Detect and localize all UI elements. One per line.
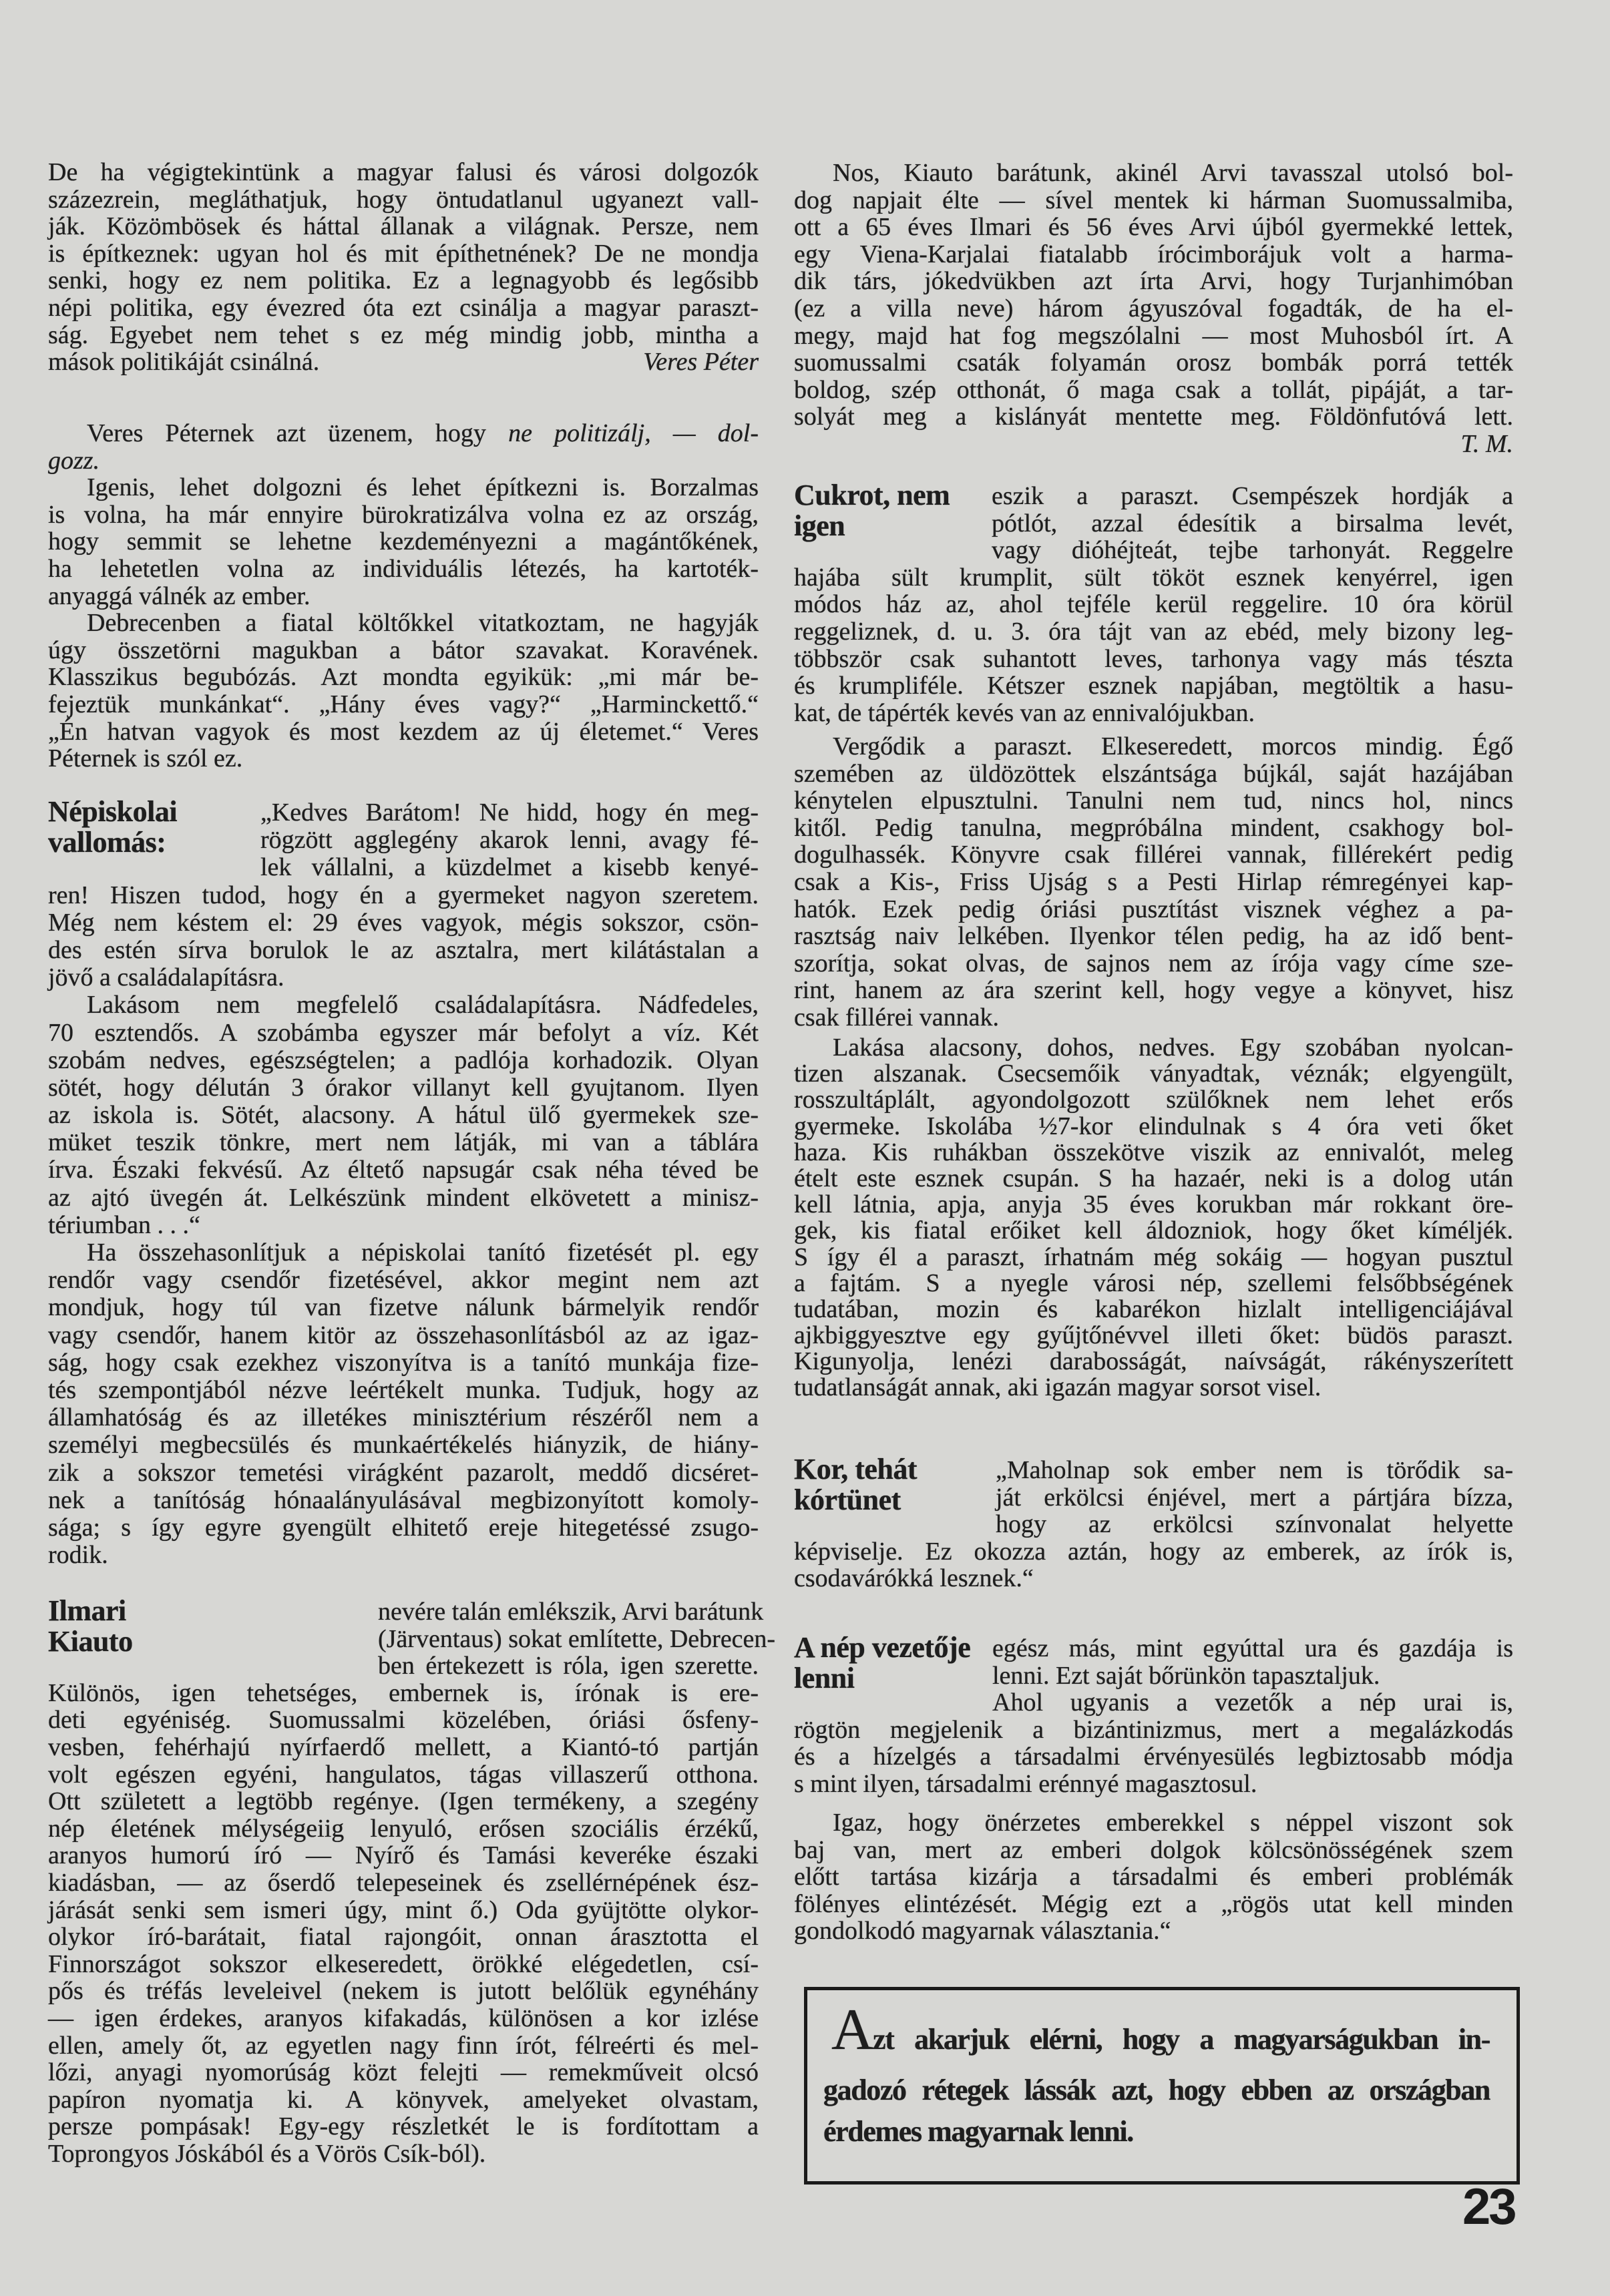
- text-line: hogy semmit se lehetne kezdeményezni a magántőkének,: [48, 527, 759, 556]
- italic-text: ne politizálj, — dol-: [508, 419, 759, 447]
- text-line: rögtön megjelenik a bizántinizmus, mert a megalázkodás: [794, 1715, 1513, 1744]
- article-vergodik: [794, 733, 1513, 1031]
- side-heading: [794, 1454, 917, 1516]
- text-line: lenni. Ezt saját bőrünkön tapasztaljuk.: [992, 1661, 1380, 1690]
- side-heading: [48, 796, 177, 858]
- text-line: Péternek is szól ez.: [48, 744, 243, 773]
- text-line: Még nem késtem el: 29 éves vagyok, mégis sokszor, csön-: [48, 908, 759, 937]
- text-line: sötét, hogy délután 3 órakor villanyt kell gyujtanom. Ilyen: [48, 1073, 759, 1102]
- side-heading-line: A nép vezetője: [794, 1631, 971, 1664]
- text-line: ják. Közömbösek és háttal állanak a világnak. Persze, nem: [48, 212, 759, 241]
- text-line: Toprongyos Jóskából és a Vörös Csík-ból).: [48, 2139, 486, 2168]
- text-line: gyermeke. Iskolába ½7-kor elindulnak s 4 óra veti őket: [794, 1112, 1513, 1140]
- side-heading-line: Kiauto: [48, 1625, 133, 1658]
- side-heading-line: Cukrot, nem: [794, 479, 950, 511]
- text-line: S így él a paraszt, írhatnám még sokáig — hogyan pusztul: [794, 1242, 1513, 1271]
- text-line: kitől. Pedig tanulna, megpróbálna mindent, csakhogy bol-: [794, 813, 1513, 842]
- text-line: 70 esztendős. A szobámba egyszer már befolyt a víz. Két: [48, 1018, 759, 1047]
- text-line: fölényes elintézését. Mégig ezt a „rögös utat kell minden: [794, 1889, 1513, 1918]
- page-number: 23: [1462, 2178, 1515, 2235]
- text-line: vagy csendőr, hanem kitör az összehasonlításból az az igaz-: [48, 1321, 759, 1349]
- text-span: mások politikáját csinálná.: [48, 348, 320, 377]
- text-line: eszik a paraszt. Csempészek hordják a: [992, 482, 1513, 510]
- text-line: is építkeznek: ugyan hol és mit építhetnének? De ne mondja: [48, 239, 759, 268]
- italic-text: T. M.: [1460, 429, 1513, 458]
- text-line: aranyos humorú író — Nyírő és Tamási keveréke északi: [48, 1841, 759, 1870]
- text-line: „Kedves Barátom! Ne hidd, hogy én meg-: [260, 798, 759, 827]
- side-heading-line: Népiskolai: [48, 795, 178, 828]
- text-line: [48, 447, 759, 475]
- text-line: kat, de tápérték kevés van az ennivalójukban.: [794, 698, 1255, 727]
- text-line: Ott született a legtöbb regénye. (Igen termékeny, a szegény: [48, 1787, 759, 1816]
- text-line: fejeztük munkánkat“. „Hány éves vagy?“ „Harminckettő.“: [48, 690, 759, 718]
- text-line: Lakásom nem megfelelő családalapításra. Nádfedeles,: [87, 991, 759, 1019]
- text-line: ság, hogy csak ezekhez viszonyítva is a tanító munkája fize-: [48, 1348, 759, 1377]
- text-line: vagy dióhéjteát, tejbe tarhonyát. Reggelre: [992, 536, 1513, 565]
- text-line: solyát meg a kislányát mentette meg. Földönfutóvá lett.: [794, 403, 1513, 431]
- text-line: De ha végigtekintünk a magyar falusi és városi dolgozók: [48, 158, 759, 186]
- text-line: ren! Hiszen tudod, hogy én a gyermeket nagyon szeretem.: [48, 881, 759, 909]
- quote-line: Azt akarjuk elérni, hogy a magyarságukban in-: [831, 1998, 1490, 2062]
- text-line: [794, 431, 1513, 458]
- text-line: Finnországot sokszor elkeseredett, örökké elégedetlen, csí-: [48, 1949, 759, 1978]
- side-heading-line: Kor, tehát: [794, 1453, 918, 1485]
- text-line: és a hízelgés a társadalmi érvényesülés legbiztosabb módja: [794, 1743, 1513, 1771]
- drop-cap: A: [831, 1998, 873, 2062]
- text-line: ellen, amely őt, az egyetlen nagy finn írót, félreérti és mel-: [48, 2031, 759, 2060]
- text-line: szobám nedves, egészségtelen; a padlója korhadozik. Olyan: [48, 1046, 759, 1074]
- text-line: Debrecenben a fiatal költőkkel vitatkoztam, ne hagyják: [87, 609, 759, 638]
- text-line: anyaggá válnék az ember.: [48, 582, 311, 610]
- text-line: olykor író-barátait, fiatal rajongóit, onnan árasztotta el: [48, 1923, 759, 1951]
- text-line: járását senki sem ismeri úgy, mint ő.) Oda gyüjtötte olykor-: [48, 1895, 759, 1924]
- quote-line: gadozó rétegek lássák azt, hogy ebben az országban: [823, 2074, 1490, 2106]
- text-line: csak a Kis-, Friss Ujság s a Pesti Hirlap rémregényei kap-: [794, 867, 1513, 896]
- text-line: gek, kis fiatal erőiket kell áldozniok, hogy őket kíméljék.: [794, 1216, 1513, 1245]
- article-ilmari-kiauto: [48, 1594, 776, 2168]
- text-line: des estén sírva borulok le az asztalra, mert kilátástalan a: [48, 935, 759, 964]
- text-line: kell látnia, apja, anyja 35 éves korukban már rokkant öre-: [794, 1190, 1513, 1219]
- text-line: suomussalmi csaták folyamán orosz bombák porrá tették: [794, 349, 1513, 377]
- text-line: százezrein, megláthatjuk, hogy öntudatlanul ugyanezt vall-: [48, 185, 759, 214]
- article-kiauto-continued: [794, 160, 1513, 458]
- text-line: Igenis, lehet dolgozni és lehet építkezni is. Borzalmas: [87, 473, 759, 502]
- text-line: szemében az üldözöttek elszántsága bújkál, saját hazájában: [794, 759, 1513, 788]
- text-line: lőzi, anyagi nyomorúság közt felejti — remekműveit olcsó: [48, 2058, 759, 2087]
- text-line: kiadásban, — az őserdő telepeseinek és zsellérnépének ész-: [48, 1868, 759, 1897]
- text-line: Nos, Kiauto barátunk, akinél Arvi tavasszal utolsó bol-: [833, 159, 1513, 187]
- text-line: nép életének mélységeiig lenyuló, erősen szociális érzékű,: [48, 1814, 759, 1843]
- side-heading-line: kórtünet: [794, 1483, 901, 1516]
- text-line: egész más, mint egyúttal ura és gazdája is: [992, 1634, 1513, 1662]
- text-line: volt egészen egyéni, hangulatos, tágas villaszerű otthona.: [48, 1760, 759, 1789]
- text-line: előtt tartása kizárja a társadalmi és emberi problémák: [794, 1863, 1513, 1891]
- text-line: írva. Északi fekvésű. Az éltető napsugár csak néha téved be: [48, 1156, 759, 1184]
- text-line: Ha összehasonlítjuk a népiskolai tanító fizetését pl. egy: [87, 1238, 759, 1267]
- text-line: [48, 349, 759, 376]
- text-line: deti egyéniség. Suomussalmi közelében, óriási ősfeny-: [48, 1706, 759, 1735]
- text-line: csodavárókká lesznek.“: [794, 1564, 1034, 1593]
- text-line: ját erkölcsi énjével, mert a pártjára bízza,: [996, 1483, 1513, 1512]
- text-line: gondolkodó magyarnak választania.“: [794, 1917, 1171, 1945]
- text-line: persze pompásak! Egy-egy részletkét le is fordítottam a: [48, 2112, 759, 2141]
- text-line: müket teszik tönkre, mert nem látják, mi van a táblára: [48, 1128, 759, 1157]
- text-line: személyi megbecsülés és munkaértékelés hiányzik, de hiány-: [48, 1431, 759, 1459]
- text-line: jövő a családalapításra.: [48, 963, 284, 992]
- text-line: hogy az erkölcsi színvonalat helyette: [996, 1510, 1513, 1539]
- text-line: tériumban . . .“: [48, 1210, 200, 1239]
- article-nepiskolai-vallomas: [48, 795, 759, 1570]
- article-veres-reply: [48, 420, 759, 772]
- text-line: szorítja, sokat olvas, de sajnos nem az írója vagy címe sze-: [794, 949, 1513, 977]
- side-heading-line: igen: [794, 509, 845, 542]
- text-line: ételt este esznek csupán. S ha hazaér, neki is a dolog után: [794, 1164, 1513, 1192]
- text-line: Különös, igen tehetséges, embernek is, írónak is ere-: [48, 1678, 759, 1707]
- text-line: hajába sült krumplit, sült tököt esznek kenyérrel, igen: [794, 563, 1513, 592]
- text-line: Klasszikus begubózás. Azt mondta egyikük: „mi már be-: [48, 663, 759, 692]
- side-heading: [794, 480, 950, 541]
- text-line: boldog, szép otthonát, ő maga csak a tollát, pipáját, a tar-: [794, 375, 1513, 404]
- text-line: kénytelen elpusztulni. Tanulni nem tud, nincs hol, nincs: [794, 786, 1513, 815]
- side-heading-line: vallomás:: [48, 826, 166, 859]
- text-line: nevére talán emlékszik, Arvi barátunk: [378, 1598, 764, 1626]
- text-line: (ez a villa neve) három ágyuszóval fogadták, de ha el-: [794, 294, 1513, 322]
- text-line: lek vállalni, a küzdelmet a kisebb kenyé-: [260, 853, 759, 882]
- article-nep-vezetoje: [794, 1631, 1513, 1798]
- text-line: nek a tanítóság hónaalányulásával megbizonyított komoly-: [48, 1485, 759, 1514]
- text-line: [48, 420, 759, 447]
- text-line: rint, hanem az ára szerint kell, hogy vegye a könyvet, hisz: [794, 976, 1513, 1005]
- text-line: s mint ilyen, társadalmi erénnyé magasztosul.: [794, 1769, 1257, 1798]
- text-line: rögzött agglegény akarok lenni, avagy fé-: [260, 826, 759, 855]
- text-line: reggeliznek, d. u. 3. óra tájt van az ebéd, mely bizony leg-: [794, 617, 1513, 646]
- italic-text: gozz.: [48, 446, 100, 475]
- text-line: többször csak suhantott leves, tarhonya vagy más tészta: [794, 644, 1513, 673]
- text-line: ott a 65 éves Ilmari és 56 éves Arvi újból gyermekké lettek,: [794, 213, 1513, 242]
- text-line: — igen érdekes, aranyos kifakadás, különösen a kor izlése: [48, 2004, 759, 2032]
- text-line: egy Viena-Karjalai fiatalabb írócimborájuk volt a harma-: [794, 240, 1513, 268]
- article-igaz: [794, 1809, 1513, 1945]
- text-line: tizen alszanak. Csecsemőik ványadtak, véznák; elgyengült,: [794, 1060, 1513, 1088]
- text-line: Igaz, hogy önérzetes emberekkel s néppel viszont sok: [833, 1809, 1513, 1837]
- text-line: Kigunyolja, lenézi darabosságát, naívságát, rákényszerített: [794, 1347, 1513, 1376]
- text-line: „Én hatvan vagyok és most kezdem az új életemet.“ Veres: [48, 717, 759, 746]
- text-line: népi politika, egy évezred óta ezt csinálja a magyar paraszt-: [48, 293, 759, 322]
- text-line: Lakása alacsony, dohos, nedves. Egy szobában nyolcan-: [833, 1034, 1513, 1062]
- text-line: mondjuk, hogy túl van fizetve nálunk bármelyik rendőr: [48, 1293, 759, 1322]
- highlight-quote-box: [804, 1987, 1520, 2185]
- text-line: ha lehetetlen volna az individuális létezés, ha kartoték-: [48, 554, 759, 583]
- text-line: rasztság naiv lelkében. Ilyenkor télen pedig, ha az idő bent-: [794, 922, 1513, 951]
- side-heading: [794, 1632, 970, 1694]
- text-line: rodik.: [48, 1541, 108, 1570]
- text-line: „Maholnap sok ember nem is törődik sa-: [996, 1456, 1513, 1484]
- text-line: dogulhassék. Könyvre csak fillérei vannak, fillérekért pedig: [794, 841, 1513, 869]
- text-line: haza. Kis ruhákban összekötve viszik az ennivalót, meleg: [794, 1138, 1513, 1166]
- text-line: képviselje. Ez okozza aztán, hogy az emberek, az írók is,: [794, 1537, 1513, 1566]
- article-veres-quote: [48, 159, 759, 376]
- article-cukrot-nem-igen: [794, 479, 1513, 727]
- text-line: sága; s így egyre gyengült elhitető ereje hitegetéssé zsugo-: [48, 1513, 759, 1542]
- text-line: államhatóság és az illetékes minisztérium részéről nem a: [48, 1403, 759, 1432]
- author-signature: Veres Péter: [643, 348, 759, 377]
- text-line: ság. Egyebet nem tehet s ez még mindig jobb, mintha a: [48, 320, 759, 349]
- text-line: dik társ, jókedvükben azt írta Arvi, hogy Turjanhimóban: [794, 267, 1513, 296]
- text-line: módos ház az, ahol tejféle kerül reggelire. 10 óra körül: [794, 590, 1513, 619]
- side-heading: [48, 1596, 133, 1657]
- text-line: tudatában, mozin és kabarékon hizlalt intelligenciájával: [794, 1295, 1513, 1323]
- side-heading-line: Ilmari: [48, 1594, 126, 1627]
- text-line: dog napjait élte — sível mentek ki hárman Suomussalmiba,: [794, 186, 1513, 214]
- text-line: pótlót, azzal édesítik a birsalma levét,: [992, 509, 1513, 537]
- side-heading-line: lenni: [794, 1662, 855, 1694]
- text-span: Veres Péternek azt üzenem, hogy: [87, 419, 509, 447]
- text-line: megy, majd hat fog megszólalni — most Muhosból írt. A: [794, 321, 1513, 350]
- text-line: pős és tréfás leveleivel (nekem is jutott belőlük egynéhány: [48, 1977, 759, 2006]
- text-line: úgy összetörni magukban a bátor szavakat. Koravének.: [48, 636, 759, 664]
- quote-line: érdemes magyarnak lenni.: [823, 2115, 1133, 2148]
- text-line: hatók. Ezek pedig óriási pusztítást visznek véghez a pa-: [794, 895, 1513, 923]
- article-kor-tehat-kortunet: [794, 1453, 1513, 1593]
- text-line: zik a sokszor temetési virágként pazarolt, meddő dicséret-: [48, 1458, 759, 1487]
- text-line: a fajtám. S a nyegle városi nép, szellemi felsőbbségének: [794, 1269, 1513, 1297]
- text-line: Vergődik a paraszt. Elkeseredett, morcos mindig. Égő: [833, 732, 1513, 760]
- text-line: és krumpliféle. Kétszer esznek napjában, megtöltik a hasu-: [794, 672, 1513, 700]
- text-line: (Järventaus) sokat említette, Debrecen-: [378, 1624, 776, 1653]
- text-line: az ajtó üvegén át. Lelkészünk mindent elkövetett a minisz-: [48, 1183, 759, 1212]
- article-lakasa: [794, 1035, 1513, 1401]
- text-line: Ahol ugyanis a vezetők a nép urai is,: [992, 1688, 1513, 1717]
- text-line: csak fillérei vannak.: [794, 1003, 1000, 1031]
- text-line: senki, hogy ez nem politika. Ez a legnagyobb és legősibb: [48, 266, 759, 295]
- text-line: tudatlanságát annak, aki igazán magyar sorsot visel.: [794, 1373, 1322, 1402]
- text-line: baj van, mert az emberi dolgok kölcsönösségének szem: [794, 1835, 1513, 1864]
- text-line: papíron nyomatja ki. A könyvek, amelyeket olvastam,: [48, 2085, 759, 2114]
- text-line: ben értekezett is róla, igen szerette.: [378, 1652, 759, 1680]
- text-line: rendőr vagy csendőr fizetésével, akkor megint nem azt: [48, 1266, 759, 1295]
- text-line: az iskola is. Sötét, alacsony. A hátul ülő gyermekek sze-: [48, 1101, 759, 1130]
- text-line: ajkbiggyesztve egy gyűjtőnévvel illeti őket: büdös paraszt.: [794, 1321, 1513, 1350]
- text-line: is volna, ha már ennyire bürokratizálva volna ez az ország,: [48, 500, 759, 529]
- text-line: rosszultáplált, agyondolgozott szülőknek nem lehet erős: [794, 1086, 1513, 1114]
- text-line: vesben, fehérhajú nyírfaerdő mellett, a Kiantó-tó partján: [48, 1733, 759, 1761]
- text-line: tés szempontjából nézve leértékelt munka. Tudjuk, hogy az: [48, 1375, 759, 1404]
